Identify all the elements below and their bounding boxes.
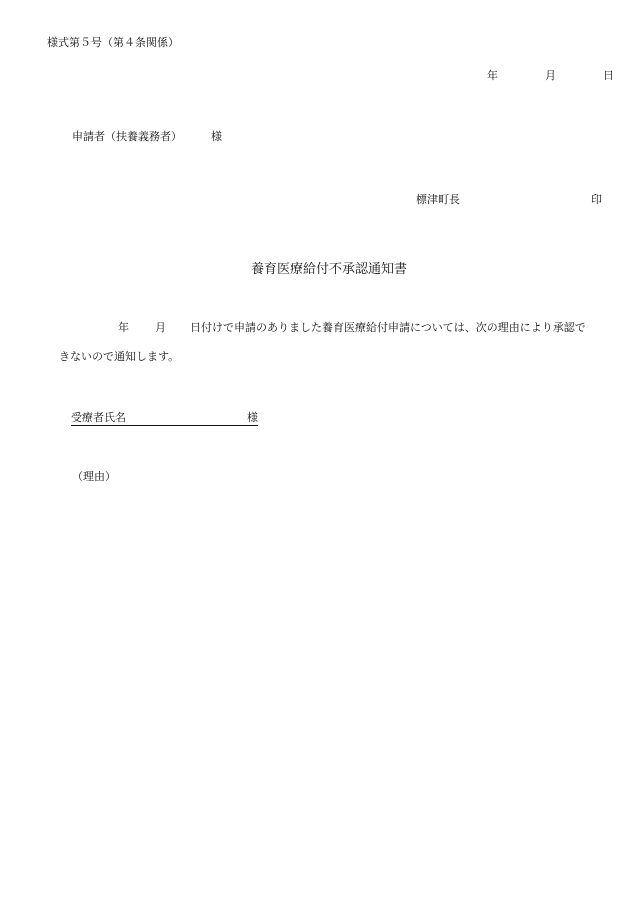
- date-month-label: 月: [545, 69, 556, 82]
- form-number: 様式第５号（第４条関係）: [47, 36, 179, 49]
- applicant-label: 申請者（扶養義務者）: [72, 130, 182, 143]
- date-day-label: 日: [603, 69, 614, 82]
- issuer-title: 標津町長: [416, 193, 460, 206]
- body-text-line-1: 日付けで申請のありました養育医療給付申請については、次の理由により承認で: [190, 321, 586, 334]
- reason-label: （理由）: [72, 470, 116, 483]
- seal-mark: 印: [591, 193, 602, 206]
- body-year-label: 年: [118, 321, 129, 334]
- date-year-label: 年: [487, 69, 498, 82]
- body-text-line-2: きないので通知します。: [59, 350, 180, 363]
- document-title: 養育医療給付不承認通知書: [251, 262, 408, 277]
- patient-honorific: 様: [247, 411, 258, 424]
- patient-name-field: [71, 411, 258, 426]
- body-month-label: 月: [155, 321, 166, 334]
- patient-name-label: 受療者氏名: [71, 411, 126, 424]
- applicant-honorific: 様: [211, 130, 222, 143]
